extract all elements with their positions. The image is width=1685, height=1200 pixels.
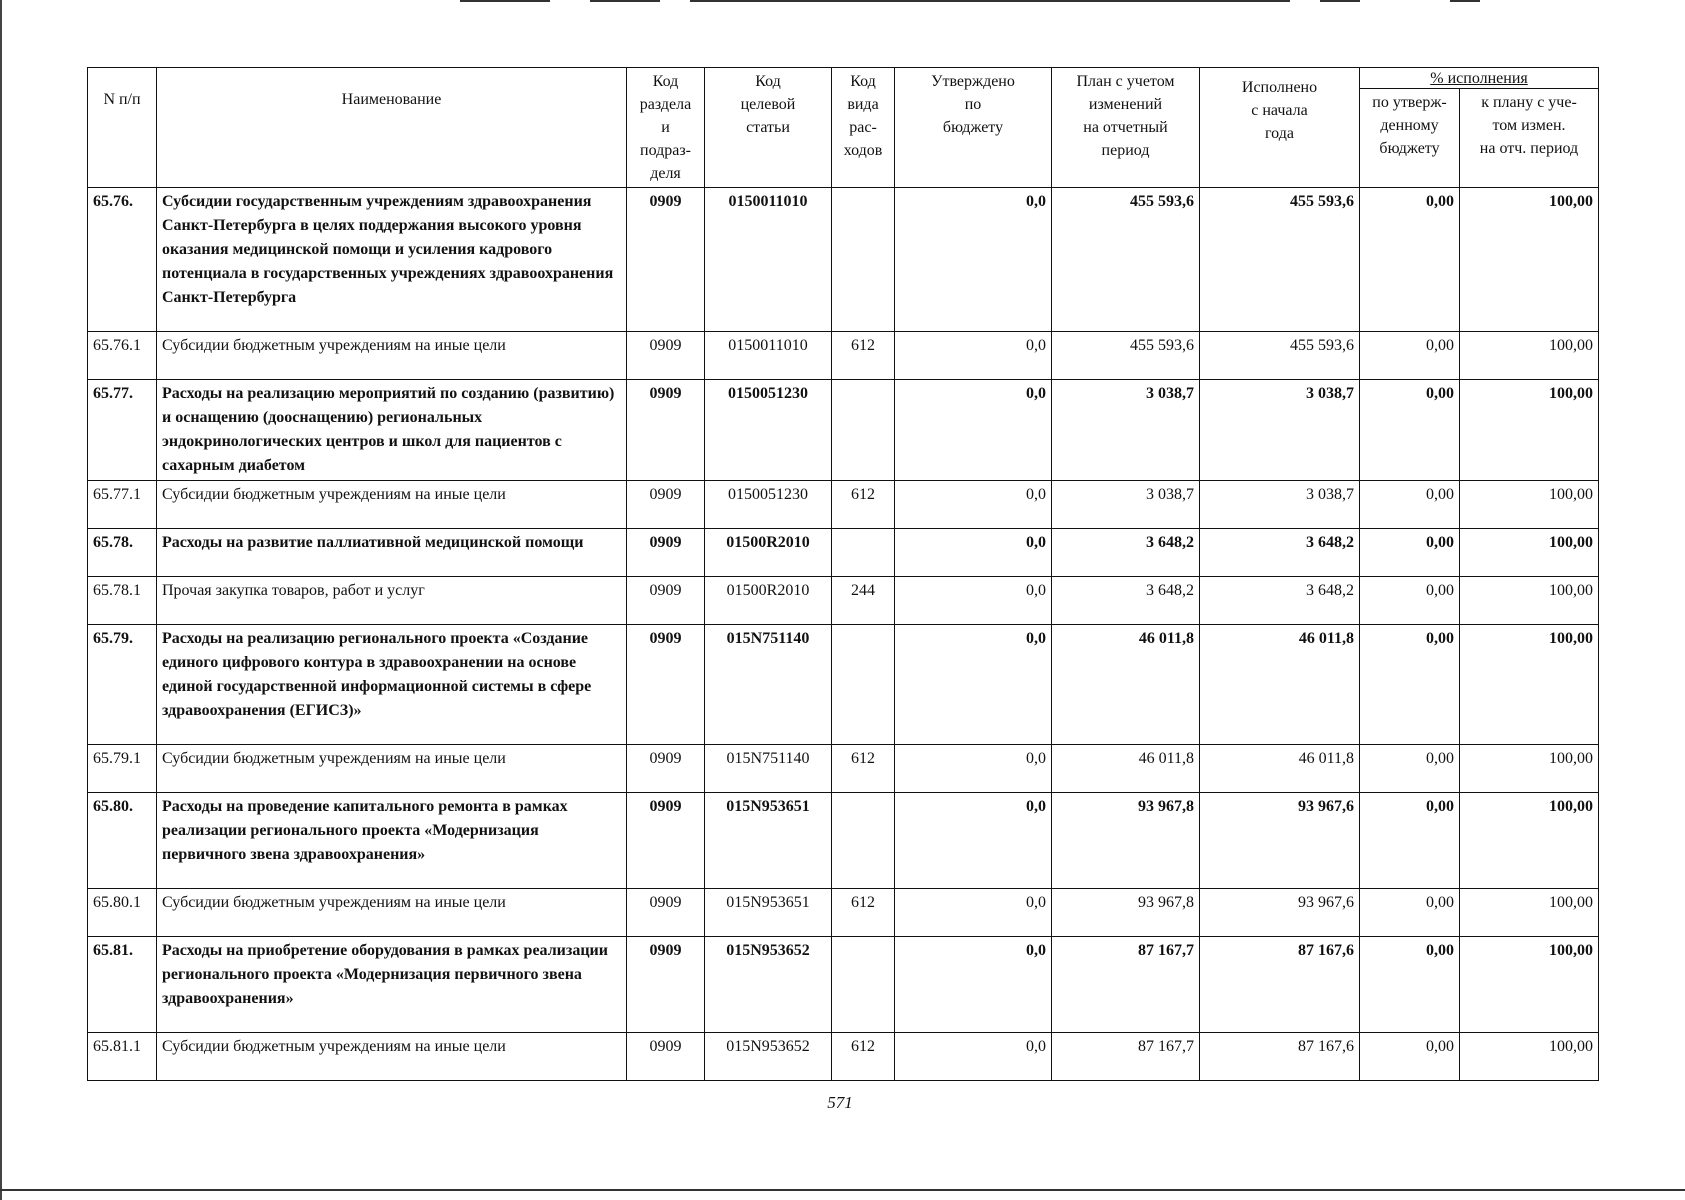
row-executed: 3 648,2 bbox=[1200, 529, 1360, 577]
row-section-code: 0909 bbox=[627, 625, 705, 745]
row-section-code: 0909 bbox=[627, 793, 705, 889]
row-name: Субсидии государственным учреждениям здравоохранения Санкт-Петербурга в целях поддержания высокого уровня оказания медицинской помощи и усиления кадрового потенциала в государственных учреждениях здравоохранения Санкт-Петербурга bbox=[157, 188, 627, 332]
row-name: Расходы на реализацию регионального проекта «Создание единого цифрового контура в здравоохранении на основе единой государственной информационной системы в сфере здравоохранения (ЕГИСЗ)» bbox=[157, 625, 627, 745]
header-approved: Утверждено по бюджету bbox=[895, 68, 1052, 188]
row-section-code: 0909 bbox=[627, 332, 705, 380]
table-row bbox=[88, 332, 1599, 380]
row-expense-code: 612 bbox=[832, 481, 895, 529]
header-expense-code: Код вида рас- ходов bbox=[832, 68, 895, 188]
row-approved: 0,0 bbox=[895, 793, 1052, 889]
row-executed: 93 967,6 bbox=[1200, 793, 1360, 889]
row-expense-code bbox=[832, 937, 895, 1033]
row-target-code: 015N953651 bbox=[705, 793, 832, 889]
row-pct-budget: 0,00 bbox=[1360, 1033, 1460, 1081]
row-plan: 87 167,7 bbox=[1052, 937, 1200, 1033]
row-executed: 87 167,6 bbox=[1200, 937, 1360, 1033]
row-pct-budget: 0,00 bbox=[1360, 937, 1460, 1033]
table-row bbox=[88, 1033, 1599, 1081]
row-executed: 87 167,6 bbox=[1200, 1033, 1360, 1081]
row-pct-budget: 0,00 bbox=[1360, 332, 1460, 380]
header-pct-plan: к плану с уче- том измен. на отч. период bbox=[1460, 89, 1599, 188]
row-pct-budget: 0,00 bbox=[1360, 577, 1460, 625]
row-target-code: 015N953652 bbox=[705, 1033, 832, 1081]
row-expense-code: 612 bbox=[832, 889, 895, 937]
table-row bbox=[88, 937, 1599, 1033]
row-approved: 0,0 bbox=[895, 481, 1052, 529]
row-plan: 3 648,2 bbox=[1052, 577, 1200, 625]
scan-edge-bottom bbox=[0, 1189, 1685, 1191]
table-row bbox=[88, 529, 1599, 577]
row-approved: 0,0 bbox=[895, 625, 1052, 745]
table-row bbox=[88, 188, 1599, 332]
page-number: 571 bbox=[827, 1093, 853, 1112]
row-name: Субсидии бюджетным учреждениям на иные цели bbox=[157, 1033, 627, 1081]
row-plan: 3 038,7 bbox=[1052, 481, 1200, 529]
header-executed: Исполнено с начала года bbox=[1200, 68, 1360, 188]
table-row bbox=[88, 889, 1599, 937]
row-approved: 0,0 bbox=[895, 745, 1052, 793]
row-executed: 3 648,2 bbox=[1200, 577, 1360, 625]
row-section-code: 0909 bbox=[627, 889, 705, 937]
row-number: 65.79.1 bbox=[88, 745, 157, 793]
row-executed: 46 011,8 bbox=[1200, 625, 1360, 745]
row-pct-plan: 100,00 bbox=[1460, 529, 1599, 577]
row-plan: 3 648,2 bbox=[1052, 529, 1200, 577]
row-section-code: 0909 bbox=[627, 745, 705, 793]
row-approved: 0,0 bbox=[895, 937, 1052, 1033]
row-approved: 0,0 bbox=[895, 577, 1052, 625]
row-pct-plan: 100,00 bbox=[1460, 577, 1599, 625]
row-target-code: 0150051230 bbox=[705, 481, 832, 529]
row-name: Расходы на реализацию мероприятий по созданию (развитию) и оснащению (дооснащению) региональных эндокринологических центров и школ для пациентов с сахарным диабетом bbox=[157, 380, 627, 481]
header-plan: План с учетом изменений на отчетный период bbox=[1052, 68, 1200, 188]
row-pct-plan: 100,00 bbox=[1460, 745, 1599, 793]
table-row bbox=[88, 625, 1599, 745]
row-expense-code: 612 bbox=[832, 745, 895, 793]
row-approved: 0,0 bbox=[895, 332, 1052, 380]
row-name: Субсидии бюджетным учреждениям на иные цели bbox=[157, 889, 627, 937]
row-number: 65.81.1 bbox=[88, 1033, 157, 1081]
row-target-code: 01500R2010 bbox=[705, 577, 832, 625]
row-pct-budget: 0,00 bbox=[1360, 188, 1460, 332]
table-body bbox=[88, 188, 1599, 1081]
header-pct-group: % исполнения bbox=[1360, 68, 1599, 89]
row-target-code: 015N751140 bbox=[705, 745, 832, 793]
row-expense-code bbox=[832, 529, 895, 577]
row-pct-budget: 0,00 bbox=[1360, 625, 1460, 745]
table-row bbox=[88, 577, 1599, 625]
row-expense-code: 244 bbox=[832, 577, 895, 625]
row-number: 65.76. bbox=[88, 188, 157, 332]
row-section-code: 0909 bbox=[627, 380, 705, 481]
table-row bbox=[88, 380, 1599, 481]
row-executed: 93 967,6 bbox=[1200, 889, 1360, 937]
row-name: Субсидии бюджетным учреждениям на иные цели bbox=[157, 745, 627, 793]
budget-execution-table bbox=[87, 67, 1599, 1081]
row-expense-code: 612 bbox=[832, 332, 895, 380]
row-target-code: 0150011010 bbox=[705, 332, 832, 380]
row-plan: 455 593,6 bbox=[1052, 332, 1200, 380]
row-number: 65.76.1 bbox=[88, 332, 157, 380]
row-number: 65.78.1 bbox=[88, 577, 157, 625]
row-expense-code bbox=[832, 793, 895, 889]
row-target-code: 015N953652 bbox=[705, 937, 832, 1033]
row-pct-plan: 100,00 bbox=[1460, 889, 1599, 937]
table-row bbox=[88, 793, 1599, 889]
header-target-code: Код целевой статьи bbox=[705, 68, 832, 188]
row-pct-plan: 100,00 bbox=[1460, 625, 1599, 745]
header-nn: N п/п bbox=[88, 68, 157, 188]
row-section-code: 0909 bbox=[627, 529, 705, 577]
row-section-code: 0909 bbox=[627, 481, 705, 529]
row-plan: 455 593,6 bbox=[1052, 188, 1200, 332]
row-number: 65.79. bbox=[88, 625, 157, 745]
row-plan: 93 967,8 bbox=[1052, 889, 1200, 937]
scan-edge-left bbox=[0, 0, 2, 1200]
row-name: Расходы на приобретение оборудования в рамках реализации регионального проекта «Модернизация первичного звена здравоохранения» bbox=[157, 937, 627, 1033]
row-plan: 93 967,8 bbox=[1052, 793, 1200, 889]
row-approved: 0,0 bbox=[895, 889, 1052, 937]
row-approved: 0,0 bbox=[895, 529, 1052, 577]
row-pct-budget: 0,00 bbox=[1360, 529, 1460, 577]
row-number: 65.78. bbox=[88, 529, 157, 577]
row-target-code: 0150051230 bbox=[705, 380, 832, 481]
row-target-code: 0150011010 bbox=[705, 188, 832, 332]
row-pct-plan: 100,00 bbox=[1460, 332, 1599, 380]
row-target-code: 01500R2010 bbox=[705, 529, 832, 577]
row-expense-code bbox=[832, 625, 895, 745]
header-section-code: Код раздела и подраз- деля bbox=[627, 68, 705, 188]
row-number: 65.77. bbox=[88, 380, 157, 481]
row-section-code: 0909 bbox=[627, 188, 705, 332]
row-section-code: 0909 bbox=[627, 1033, 705, 1081]
row-pct-budget: 0,00 bbox=[1360, 380, 1460, 481]
row-pct-plan: 100,00 bbox=[1460, 380, 1599, 481]
row-plan: 3 038,7 bbox=[1052, 380, 1200, 481]
row-section-code: 0909 bbox=[627, 937, 705, 1033]
row-number: 65.81. bbox=[88, 937, 157, 1033]
row-pct-plan: 100,00 bbox=[1460, 937, 1599, 1033]
row-number: 65.77.1 bbox=[88, 481, 157, 529]
row-pct-plan: 100,00 bbox=[1460, 481, 1599, 529]
table-row bbox=[88, 745, 1599, 793]
row-name: Субсидии бюджетным учреждениям на иные цели bbox=[157, 481, 627, 529]
row-executed: 455 593,6 bbox=[1200, 188, 1360, 332]
row-name: Прочая закупка товаров, работ и услуг bbox=[157, 577, 627, 625]
row-pct-plan: 100,00 bbox=[1460, 793, 1599, 889]
row-approved: 0,0 bbox=[895, 188, 1052, 332]
header-name: Наименование bbox=[157, 68, 627, 188]
row-section-code: 0909 bbox=[627, 577, 705, 625]
row-pct-budget: 0,00 bbox=[1360, 793, 1460, 889]
row-pct-budget: 0,00 bbox=[1360, 889, 1460, 937]
row-pct-plan: 100,00 bbox=[1460, 1033, 1599, 1081]
row-pct-budget: 0,00 bbox=[1360, 745, 1460, 793]
row-pct-plan: 100,00 bbox=[1460, 188, 1599, 332]
row-number: 65.80. bbox=[88, 793, 157, 889]
scan-edge-top bbox=[440, 0, 1500, 3]
row-executed: 3 038,7 bbox=[1200, 481, 1360, 529]
header-pct-budget: по утверж- денному бюджету bbox=[1360, 89, 1460, 188]
row-number: 65.80.1 bbox=[88, 889, 157, 937]
row-executed: 455 593,6 bbox=[1200, 332, 1360, 380]
row-expense-code bbox=[832, 188, 895, 332]
row-name: Расходы на развитие паллиативной медицинской помощи bbox=[157, 529, 627, 577]
row-approved: 0,0 bbox=[895, 380, 1052, 481]
row-plan: 46 011,8 bbox=[1052, 625, 1200, 745]
row-expense-code: 612 bbox=[832, 1033, 895, 1081]
row-pct-budget: 0,00 bbox=[1360, 481, 1460, 529]
table-row bbox=[88, 481, 1599, 529]
row-approved: 0,0 bbox=[895, 1033, 1052, 1081]
row-name: Расходы на проведение капитального ремонта в рамках реализации регионального проекта «Модернизация первичного звена здравоохранения» bbox=[157, 793, 627, 889]
row-executed: 3 038,7 bbox=[1200, 380, 1360, 481]
row-target-code: 015N751140 bbox=[705, 625, 832, 745]
row-expense-code bbox=[832, 380, 895, 481]
row-plan: 46 011,8 bbox=[1052, 745, 1200, 793]
table-header bbox=[88, 68, 1599, 188]
row-executed: 46 011,8 bbox=[1200, 745, 1360, 793]
row-plan: 87 167,7 bbox=[1052, 1033, 1200, 1081]
row-name: Субсидии бюджетным учреждениям на иные цели bbox=[157, 332, 627, 380]
row-target-code: 015N953651 bbox=[705, 889, 832, 937]
